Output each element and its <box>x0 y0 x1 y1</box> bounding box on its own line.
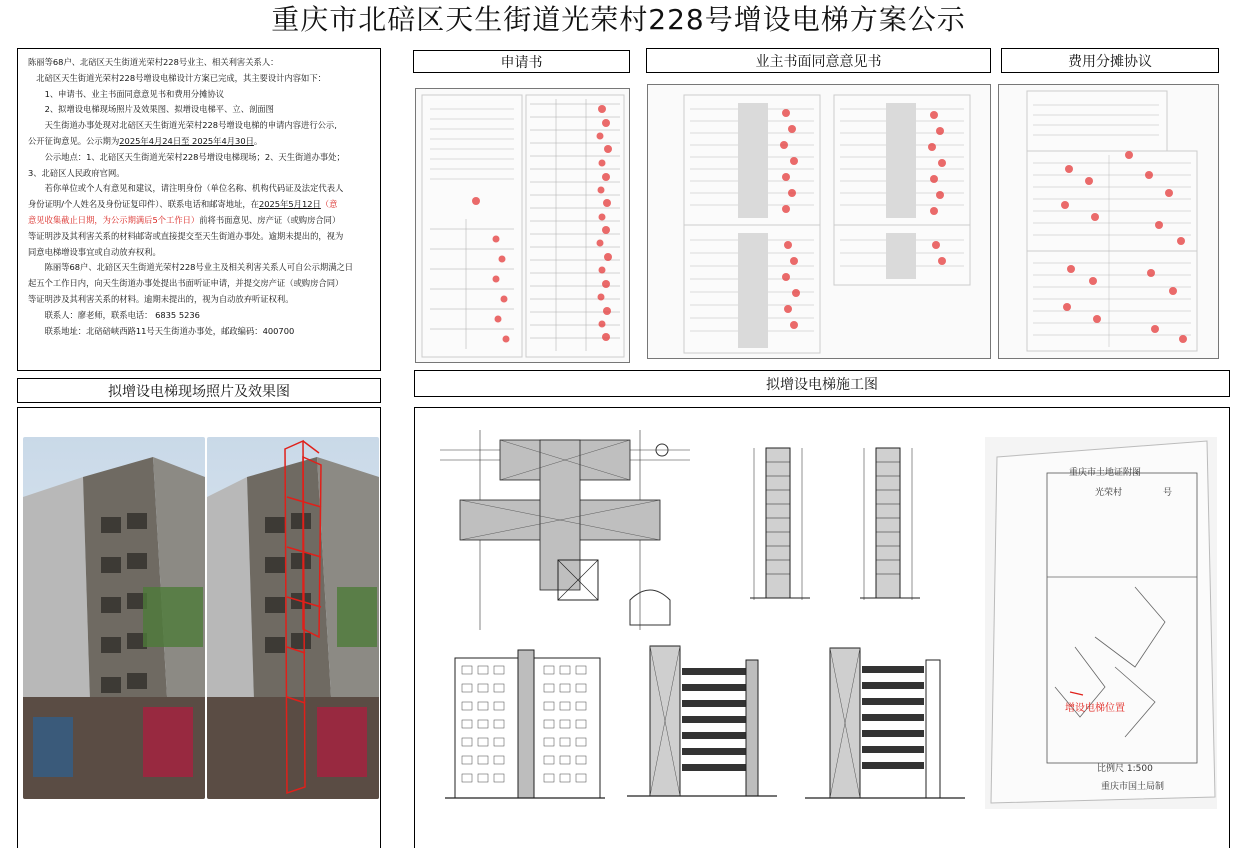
notice-para: 陈丽等68户、北碚区天生街道光荣村228号业主及相关利害关系人可自公示期满之日 <box>44 262 354 273</box>
map-village: 光荣村 <box>1095 488 1123 498</box>
section-drawing-a <box>740 440 820 610</box>
notice-para: 若你单位或个人有意见和建议，请注明身份（单位名称、机构代码证及法定代表人 <box>44 183 344 194</box>
map-heading: 重庆市土地证附图 <box>1069 468 1142 478</box>
map-hao: 号 <box>1163 488 1173 498</box>
notice-period-dates: 2025年4月24日至 2025年4月30日 <box>119 135 254 146</box>
notice-para: 同意电梯增设事宜或自动放弃权利。 <box>28 246 161 257</box>
notice-para: 北碚区天生街道光荣村228号增设电梯设计方案已完成，其主要设计内容如下： <box>36 72 326 83</box>
notice-red-text: （意 <box>320 199 338 210</box>
section-header-application: 申请书 <box>413 50 630 73</box>
cost-document-image <box>998 84 1219 359</box>
notice-item-2: 2、拟增设电梯现场照片及效果图、拟增设电梯平、立、剖面图 <box>44 104 274 115</box>
site-photo <box>23 437 205 799</box>
effect-rendering-photo <box>207 437 379 799</box>
notice-para <box>28 213 372 229</box>
elevation-drawing-front <box>440 648 610 808</box>
notice-deadline: 2025年5月12日 <box>258 199 321 210</box>
section-header-consent: 业主书面同意意见书 <box>646 48 991 73</box>
notice-para: 等证明涉及其利害关系的材料邮寄或直接提交至天生街道办事处。逾期未提出的，视为 <box>28 230 344 241</box>
page-title: 重庆市北碚区天生街道光荣村228号增设电梯方案公示 <box>271 3 966 36</box>
section-drawing-b <box>850 440 930 610</box>
notice-para <box>28 197 372 213</box>
notice-text: 身份证明/个人姓名及身份证复印件）、联系电话和邮寄地址，在 <box>28 199 259 210</box>
land-certificate-map <box>985 437 1217 809</box>
notice-address: 联系地址：北碚碚峡西路11号天生街道办事处，邮政编码：400700 <box>44 325 295 336</box>
notice-contact: 联系人：廖老师，联系电话： 6835 5236 <box>44 309 200 320</box>
map-scale: 比例尺 1:500 <box>1097 764 1153 774</box>
application-document-image <box>415 88 630 363</box>
notice-text: 前将书面意见、房产证（或购房合同） <box>199 214 341 225</box>
elevation-drawing-side-a <box>622 640 782 810</box>
section-header-photos: 拟增设电梯现场照片及效果图 <box>17 378 381 403</box>
notice-text-box <box>17 48 381 371</box>
section-header-cost: 费用分摊协议 <box>1001 48 1219 73</box>
section-header-drawings: 拟增设电梯施工图 <box>414 370 1230 397</box>
notice-period-end: 。 <box>253 135 263 146</box>
notice-red-text: 意见收集截止日期，为公示期满后5个工作日） <box>28 214 200 225</box>
map-bureau: 重庆市国土局制 <box>1101 782 1165 792</box>
notice-location-3: 3、北碚区人民政府官网。 <box>28 167 125 178</box>
elevation-drawing-side-b <box>800 640 970 810</box>
consent-document-image <box>647 84 991 359</box>
notice-para: 起五个工作日内，向天生街道办事处提出书面听证申请，并提交房产证（或购房合同） <box>28 278 344 289</box>
notice-para: 天生街道办事处现对北碚区天生街道光荣村228号增设电梯的申请内容进行公示, <box>44 120 337 131</box>
floor-plan-drawing <box>440 430 690 630</box>
notice-para: 等证明涉及其利害关系的材料。逾期未提出的，视为自动放弃听证权利。 <box>28 293 294 304</box>
notice-period <box>28 134 372 150</box>
notice-item-1: 1、申请书、业主书面同意意见书和费用分摊协议 <box>44 88 225 99</box>
notice-location: 公示地点：1、北碚区天生街道光荣村228号增设电梯现场；2、天生街道办事处； <box>44 151 345 162</box>
notice-addressee: 陈丽等68户、北碚区天生街道光荣村228号业主、相关利害关系人： <box>28 57 279 67</box>
notice-period-label: 公开征询意见。公示期为 <box>28 135 120 146</box>
elevation-location-marker: 增设电梯位置 <box>1065 703 1125 714</box>
